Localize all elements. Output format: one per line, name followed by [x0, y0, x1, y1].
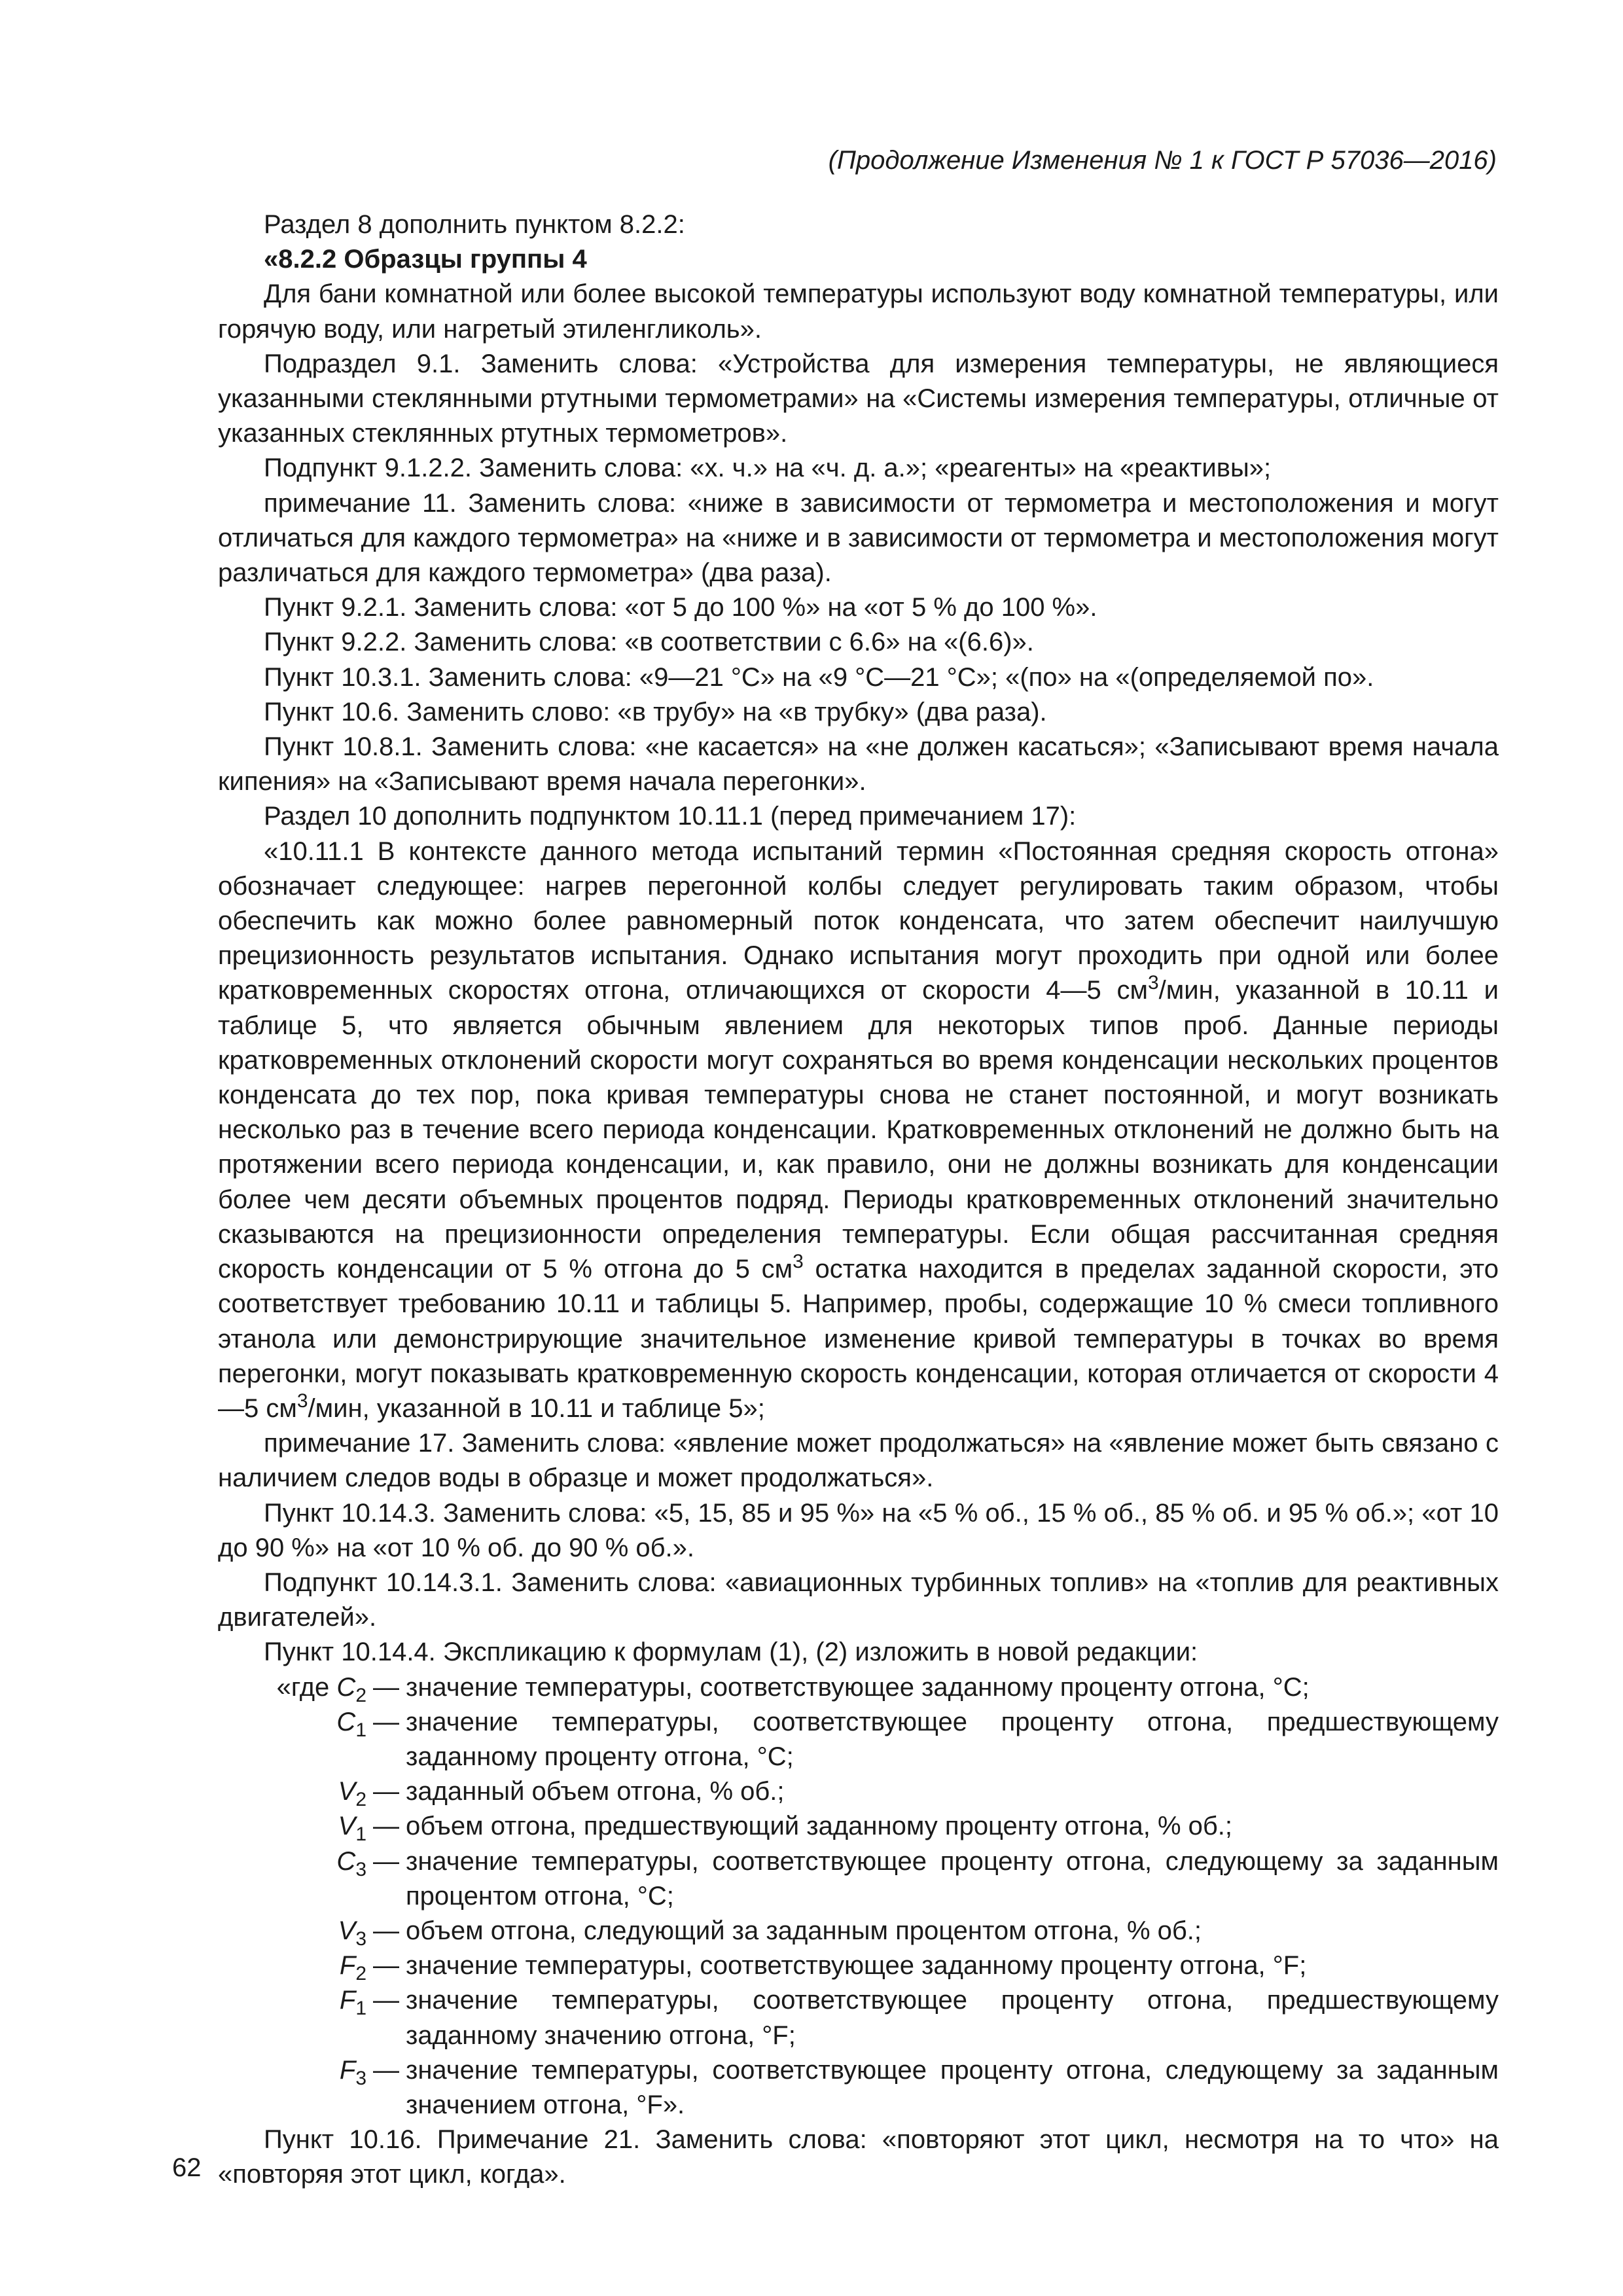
text-run: /мин, указанной в 10.11 и таблице 5, что является обычным явлением для некоторых типов проб. Данные периоды кратковременных отклонений скорости могут сохраняться во время конденсации нескольких процентов конденсата до тех пор, пока кривая температуры снова не станет постоянной, и могут возникать несколько раз в течение всего периода конденсации. Кратковременных отклонений не должно быть на протяжении всего периода конденсации, и, как правило, они не должны возникать для конденсации более чем десяти объемных процентов подряд. Периоды кратковременных отклонений значительно сказываются на прецизионности определения температуры. Если общая рассчитанная средняя скорость конденсации от 5 % отгона до 5 см	[218, 976, 1499, 1284]
paragraph-10-14-3: Пункт 10.14.3. Заменить слова: «5, 15, 85 и 95 %» на «5 % об., 15 % об., 85 % об. и 95 % об.»; «от 10 до 90 %» на «от 10 % об. до 90 % об.».	[218, 1498, 1499, 1562]
paragraph-9-1-2-2: Подпункт 9.1.2.2. Заменить слова: «х. ч.» на «ч. д. а.»; «реагенты» на «реактивы»;	[264, 454, 1272, 483]
paragraph-10-16: Пункт 10.16. Примечание 21. Заменить слова: «повторяют этот цикл, несмотря на то что» на «повторяя этот цикл, когда».	[218, 2125, 1499, 2189]
legend-text: объем отгона, следующий за заданным процентом отгона, % об.;	[406, 1916, 1202, 1945]
paragraph-10-14-3-1: Подпункт 10.14.3.1. Заменить слова: «авиационных турбинных топлив» на «топлив для реактивных двигателей».	[218, 1568, 1499, 1632]
legend-text: значение температуры, соответствующее заданному проценту отгона, °С;	[406, 1672, 1310, 1702]
legend-symbol	[268, 1705, 373, 1740]
legend-dash: —	[373, 2055, 399, 2085]
legend-text: значение температуры, соответствующее заданному проценту отгона, °F;	[406, 1951, 1307, 1981]
legend-dash: —	[373, 1812, 399, 1841]
formula-legend	[268, 1670, 1499, 2123]
legend-row	[268, 1774, 1499, 1809]
document-body	[218, 207, 1499, 2193]
paragraph-note-11: примечание 11. Заменить слова: «ниже в зависимости от термометра и местоположения и могут отличаться для каждого термометра» на «ниже и в зависимости от термометра и местоположения могут различаться для каждого термометра» (два раза).	[218, 488, 1499, 588]
paragraph-10-14-4: Пункт 10.14.4. Экспликацию к формулам (1), (2) изложить в новой редакции:	[264, 1638, 1198, 1667]
superscript-3: 3	[793, 1251, 804, 1273]
legend-dash: —	[373, 1777, 399, 1806]
legend-dash: —	[373, 1672, 399, 1702]
legend-row	[268, 1670, 1499, 1705]
legend-row	[268, 1948, 1499, 1983]
paragraph-section8: Раздел 8 дополнить пунктом 8.2.2:	[264, 210, 685, 239]
legend-row	[268, 1809, 1499, 1844]
legend-symbol	[268, 1948, 373, 1983]
legend-symbol	[268, 1914, 373, 1948]
legend-dash: —	[373, 1846, 399, 1876]
paragraph-9-2-2: Пункт 9.2.2. Заменить слова: «в соответствии с 6.6» на «(6.6)».	[264, 628, 1034, 657]
legend-symbol	[268, 1983, 373, 2018]
legend-text: заданный объем отгона, % об.;	[406, 1777, 785, 1806]
symbol-letter: C	[336, 1672, 356, 1702]
symbol-subscript: 1	[355, 1823, 366, 1846]
page-number: 62	[172, 2153, 202, 2182]
symbol-letter: V	[338, 1916, 356, 1945]
legend-row	[268, 1983, 1499, 2053]
legend-row	[268, 1705, 1499, 1774]
legend-dash: —	[373, 1707, 399, 1736]
symbol-letter: F	[339, 1951, 356, 1981]
running-header: (Продолжение Изменения № 1 к ГОСТ Р 57036—2016)	[828, 146, 1497, 175]
legend-text: объем отгона, предшествующий заданному проценту отгона, % об.;	[406, 1812, 1233, 1841]
legend-dash: —	[373, 1916, 399, 1945]
superscript-3: 3	[1147, 972, 1159, 994]
text-run: «10.11.1 В контексте данного метода испытаний термин «Постоянная средняя скорость отгона» обозначает следующее: нагрев перегонной колбы следует регулировать таким образом, чтобы обеспечить как можно более равномерный поток конденсата, что затем обеспечит наилучшую прецизионность результатов испытания. Однако испытания могут проходить при одной или более кратковременных скоростях отгона, отличающихся от скорости 4—5 см	[218, 836, 1499, 1005]
symbol-subscript: 2	[355, 1963, 366, 1985]
symbol-subscript: 3	[355, 1928, 366, 1950]
symbol-subscript: 3	[355, 1858, 366, 1880]
symbol-subscript: 2	[355, 1789, 366, 1811]
paragraph-bath-liquid: Для бани комнатной или более высокой температуры используют воду комнатной температуры, или горячую воду, или нагретый этиленгликоль».	[218, 279, 1499, 344]
paragraph-10-8-1: Пункт 10.8.1. Заменить слова: «не касается» на «не должен касаться»; «Записывают время начала кипения» на «Записывают время начала перегонки».	[218, 732, 1499, 797]
symbol-subscript: 3	[355, 2067, 366, 2089]
symbol-subscript: 1	[355, 1719, 366, 1741]
symbol-subscript: 1	[355, 1998, 366, 2020]
paragraph-10-6: Пункт 10.6. Заменить слово: «в трубу» на «в трубку» (два раза).	[264, 697, 1047, 726]
paragraph-section10-add: Раздел 10 дополнить подпунктом 10.11.1 (перед примечанием 17):	[264, 802, 1077, 831]
symbol-letter: F	[339, 2055, 356, 2085]
legend-row	[268, 1914, 1499, 1948]
text-run: /мин, указанной в 10.11 и таблице 5»;	[308, 1393, 765, 1423]
legend-text: значение температуры, соответствующее проценту отгона, предшествующему заданному проценту отгона, °С;	[406, 1707, 1499, 1771]
paragraph-subsection-9-1: Подраздел 9.1. Заменить слова: «Устройства для измерения температуры, не являющиеся указанными стеклянными ртутными термометрами» на «Системы измерения температуры, отличные от указанных стеклянных ртутных термометров».	[218, 349, 1499, 448]
paragraph-10-3-1: Пункт 10.3.1. Заменить слова: «9—21 °С» на «9 °С—21 °С»; «(по» на «(определяемой по».	[264, 662, 1374, 692]
legend-symbol	[268, 1809, 373, 1844]
legend-symbol	[268, 1774, 373, 1809]
clause-heading-8-2-2: «8.2.2 Образцы группы 4	[264, 245, 587, 274]
symbol-letter: C	[336, 1707, 356, 1736]
symbol-letter: V	[338, 1777, 356, 1806]
legend-text: значение температуры, соответствующее проценту отгона, следующему за заданным значением отгона, °F».	[406, 2055, 1499, 2119]
paragraph-note-17: примечание 17. Заменить слова: «явление может продолжаться» на «явление может быть связано с наличием следов воды в образце и может продолжаться».	[218, 1429, 1499, 1493]
legend-symbol	[268, 1844, 373, 1879]
paragraph-10-11-1	[218, 834, 1499, 1426]
legend-row	[268, 1844, 1499, 1914]
paragraph-9-2-1: Пункт 9.2.1. Заменить слова: «от 5 до 100 %» на «от 5 % до 100 %».	[264, 593, 1097, 622]
symbol-subscript: 2	[355, 1684, 366, 1706]
legend-symbol	[268, 1670, 373, 1705]
legend-text: значение температуры, соответствующее проценту отгона, следующему за заданным процентом отгона, °С;	[406, 1846, 1499, 1910]
legend-text: значение температуры, соответствующее проценту отгона, предшествующему заданному значению отгона, °F;	[406, 1986, 1499, 2050]
superscript-3: 3	[296, 1390, 308, 1412]
legend-dash: —	[373, 1986, 399, 2015]
symbol-letter: C	[336, 1846, 356, 1876]
legend-prefix: «где	[276, 1672, 337, 1702]
legend-symbol	[268, 2053, 373, 2088]
symbol-letter: V	[338, 1812, 356, 1841]
symbol-letter: F	[339, 1986, 356, 2015]
legend-dash: —	[373, 1951, 399, 1981]
legend-row	[268, 2053, 1499, 2123]
text-run: остатка находится в пределах заданной скорости, это соответствует требованию 10.11 и таблицы 5. Например, пробы, содержащие 10 % смеси топливного этанола или демонстрирующие значительное изменение кривой температуры в точках во время перегонки, могут показывать кратковременную скорость конденсации, которая отличается от скорости 4—5 см	[218, 1255, 1499, 1423]
